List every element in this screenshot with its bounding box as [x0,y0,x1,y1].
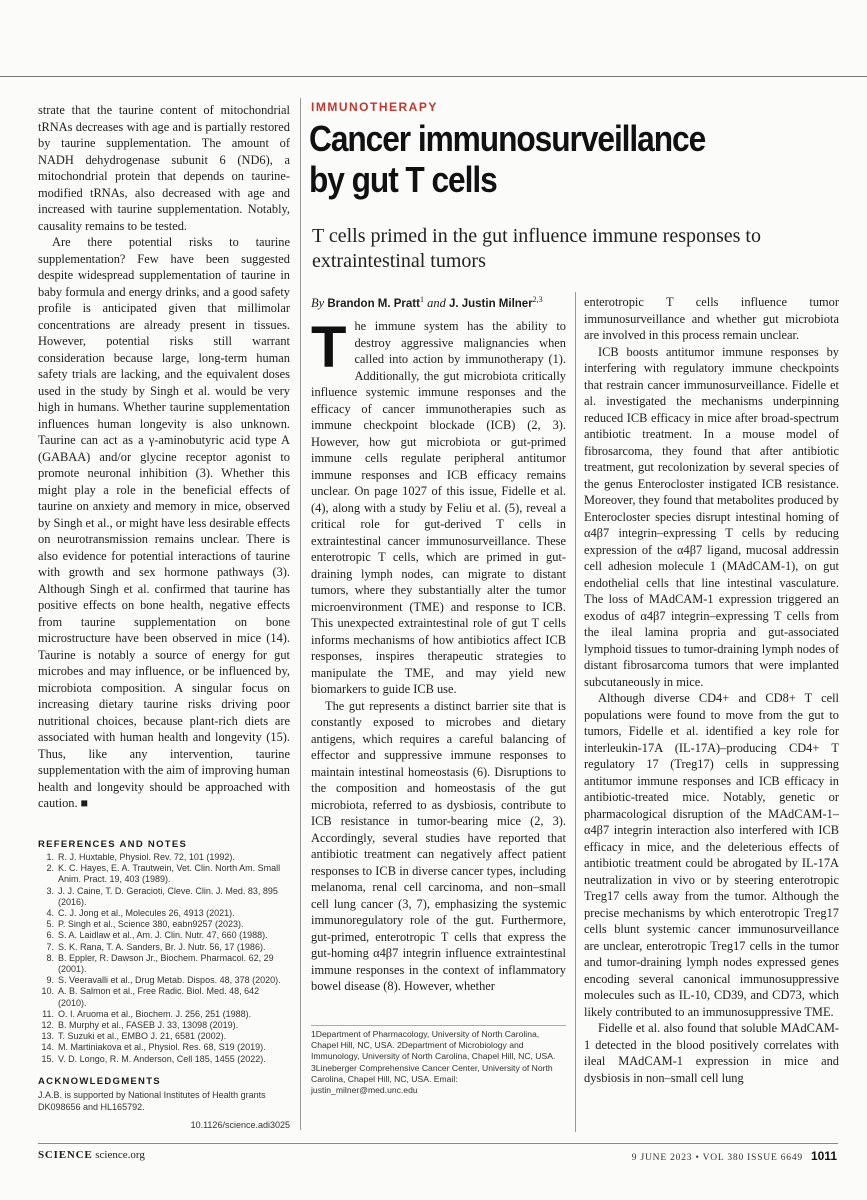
paragraph: Although diverse CD4+ and CD8+ T cell populations were found to move from the gut to tumors, Fidelle et al. identified a key role for interleukin-17A (IL-17A)–producing CD4+ T regulatory 17 (Treg17) cells in suppressing antitumor immune responses and ICB efficacy in antibiotic-treated mice. Notably, genetic or pharmacological disruption of the MAdCAM-1–α4β7 integrin interaction also interfered with ICB efficacy in mice, and the deleterious effects of antibiotic treatment could be abrogated by IL-17A neutralization in vivo or by steering enterotropic Treg17 cells away from the tumor. Although the precise mechanisms by which enterotropic Treg17 cells blunt systemic cancer immunosurveillance are unclear, enterotropic Treg17 cells in the tumor and tumor-draining lymph nodes expressed genes encoding several canonical immunosuppressive molecules such as IL-10, CD39, and CD73, which likely contributed to an immunosuppressive TME. [584,691,839,1019]
paragraph: The gut represents a distinct barrier site that is constantly exposed to microbes and dietary antigens, which requires a careful balancing of effector and suppressive immune responses to maintain intestinal homeostasis (6). Disruptions to the composition and homeostasis of the gut microbiota, referred to as dysbiosis, contribute to ICB resistance in tumor-bearing mice (2, 3). Accordingly, several studies have reported that antibiotic treatment can negatively affect patient responses to ICB in diverse cancer types, including melanoma, renal cell carcinoma, and non–small cell lung cancer (3, 7), emphasizing the systemic immunoregulatory role of the gut. Furthermore, gut-primed, enterotropic T cells that express the gut-homing α4β7 integrin influence extraintestinal immune responses in the context of inflammatory bowel disease (8). However, whether [311,698,566,993]
affiliations: 1Department of Pharmacology, University of North Carolina, Chapel Hill, NC, USA. 2Department of Microbiology and Immunology, University of North Carolina, Chapel Hill, NC, USA. 3Lineberger Comprehensive Cancer Center, University of North Carolina, Chapel Hill, NC, USA. Email: justin_milner@med.unc.edu [311,1029,556,1096]
reference-item [38,908,290,919]
paragraph: ICB boosts antitumor immune responses by interfering with regulatory immune checkpoints that restrain cancer immunosurveillance. Fidelle et al. investigated the mechanisms underpinning reduced ICB efficacy in mice after broad-spectrum antibiotic treatment. In a mouse model of fibrosarcoma, they found that after antibiotic treatment, gut recolonization by several species of the genus Enterocloster instigated ICB resistance. Moreover, they found that metabolites produced by Enterocloster species disrupt intestinal homing of α4β7 integrin–expressing T cells by reducing expression of the α4β7 ligand, mucosal addressin cell adhesion molecule 1 (MAdCAM-1), on gut endothelial cells that line intestinal vasculature. The loss of MAdCAM-1 expression triggered an exodus of α4β7 integrin–expressing T cells from the ileal lamina propria and gut-associated lymphoid tissues to tumor-draining lymph nodes of distant fibrosarcoma tumors that were implanted subcutaneously in mice. [584,344,839,689]
acknowledgments-text: J.A.B. is supported by National Institutes of Health grants DK098656 and HL165792. [38,1090,266,1112]
reference-text: S. A. Laidlaw et al., Am. J. Clin. Nutr. 47, 660 (1988). [58,930,268,941]
reference-text: M. Martiniakova et al., Physiol. Res. 68, S19 (2019). [58,1042,266,1053]
reference-number: 8. [46,952,54,963]
reference-item [38,863,290,885]
reference-item [38,919,290,930]
reference-item [38,986,290,1008]
footer-journal [38,1149,145,1161]
reference-text: O. I. Aruoma et al., Biochem. J. 256, 251 (1988). [58,1008,252,1019]
reference-item [38,953,290,975]
column-rule [300,98,301,1130]
reference-text: V. D. Longo, R. M. Anderson, Cell 185, 1455 (2022). [58,1053,266,1064]
footer-issue [632,1149,837,1163]
previous-article-column [38,102,290,812]
footer-rule [38,1143,838,1144]
reference-text: S. Veeravalli et al., Drug Metab. Dispos. 48, 378 (2020). [58,975,281,986]
reference-item [38,930,290,941]
reference-number: 14. [41,1042,54,1053]
paragraph: Are there potential risks to taurine supplementation? Few have been suggested despite widespread supplementation of taurine in baby formula and energy drinks, and a good safety profile is anticipated given that millimolar concentrations are already present in tissues. However, potential risks still warrant consideration because large, long-term human safety trials are lacking, and the equivalent doses used in the study by Singh et al. would be very high in humans. Whether taurine supplementation influences human longevity is also unknown. Taurine can act as a γ-aminobutyric acid type A (GABAA) and/or glycine receptor agonist to promote neuronal inhibition (3). Whether this might play a role in the beneficial effects of taurine on anxiety and memory in mice, observed by Singh et al., or might have less desirable effects on neurotransmission remains unclear. There is also evidence for potential interactions of taurine with growth and sex hormone pathways (3). Although Singh et al. confirmed that taurine has positive effects on bone health, negative effects from taurine supplementation on bone microstructure have been observed in mice (14). Taurine is notably a source of energy for gut microbes and may influence, or be influenced by, microbiota composition. A singular focus on increasing dietary taurine risks driving poor nutritional choices, because plant-rich diets are associated with human health and longevity (15). Thus, like any intervention, taurine supplementation with the aim of improving human health and longevity should be approached with caution. ■ [38,235,290,810]
reference-number: 10. [41,986,54,997]
reference-text: T. Suzuki et al., EMBO J. 21, 6581 (2002). [58,1031,227,1042]
reference-item [38,1042,290,1053]
acknowledgments-heading: ACKNOWLEDGMENTS [38,1076,161,1087]
reference-text: A. B. Salmon et al., Free Radic. Biol. Med. 48, 642 (2010). [58,986,260,1008]
paragraph-text: he immune system has the ability to destroy aggressive malignancies when called into action by immunotherapy (1). Additionally, the gut microbiota critically influence systemic immune responses and the efficacy of cancer immunotherapies such as immune checkpoint blockade (ICB) (2, 3). However, how gut microbiota or gut-primed immune cells regulate peripheral antitumor immune responses and ICB efficacy remains unclear. On page 1027 of this issue, Fidelle et al. (4), along with a study by Feliu et al. (5), reveal a critical role for gut-derived T cells in extraintestinal cancer immunosurveillance. These enterotropic T cells, which are primed in gut-draining lymph nodes, can migrate to distant tumors, where they substantially alter the tumor microenvironment (TME) and response to ICB. This unexpected extraintestinal role of gut T cells informs mechanisms of how antibiotics affect ICB responses, inspires therapeutic strategies to manipulate the TME, and may yield new biomarkers to guide ICB use. [311,319,566,696]
column-rule [575,292,576,1132]
drop-cap: T [311,315,347,380]
reference-item [38,852,290,863]
reference-number: 3. [46,885,54,896]
reference-text: P. Singh et al., Science 380, eabn9257 (2023). [58,919,244,930]
reference-text: B. Murphy et al., FASEB J. 33, 13098 (2019). [58,1020,239,1031]
reference-number: 9. [46,975,54,986]
reference-number: 1. [46,852,54,862]
reference-number: 13. [41,1031,54,1042]
reference-text: C. J. Jong et al., Molecules 26, 4913 (2021). [58,908,235,919]
issue-info: 9 JUNE 2023 • VOL 380 ISSUE 6649 [631,1153,803,1163]
article-column-1 [311,315,566,995]
affiliation-rule [311,1025,566,1026]
reference-item [38,975,290,986]
reference-text: K. C. Hayes, E. A. Trautwein, Vet. Clin. North Am. Small Anim. Pract. 19, 403 (1989). [58,863,281,885]
reference-number: 11. [42,1008,54,1019]
references-heading: REFERENCES AND NOTES [38,839,188,850]
reference-number: 15. [41,1053,54,1064]
title-line: by gut T cells [309,159,497,200]
byline-and: and [427,296,446,310]
title-line: Cancer immunosurveillance [309,118,706,159]
reference-number: 6. [46,930,54,941]
byline [311,296,543,311]
reference-number: 5. [46,919,54,930]
reference-item [38,1054,290,1065]
reference-text: R. J. Huxtable, Physiol. Rev. 72, 101 (1992). [58,852,235,862]
author-affil-mark: 1 [419,294,424,304]
paragraph [311,315,566,698]
article-deck: T cells primed in the gut influence immune responses to extraintestinal tumors [312,225,761,272]
author-name: Brandon M. Pratt [327,298,420,310]
reference-number: 4. [46,908,54,919]
reference-text: S. K. Rana, T. A. Sanders, Br. J. Nutr. 56, 17 (1986). [58,941,266,952]
reference-item [38,1020,290,1031]
page-number: 1011 [810,1149,837,1163]
reference-text: B. Eppler, R. Dawson Jr., Biochem. Pharmacol. 62, 29 (2001). [58,952,274,975]
paragraph: strate that the taurine content of mitochondrial tRNAs decreases with age and is partially restored by taurine supplementation. The amount of NADH dehydrogenase subunit 6 (ND6), a mitochondrial protein that depends on taurine-modified tRNAs, also decreased with age and increased with taurine supplementation. Notably, causality remains to be tested. [38,103,290,233]
paragraph: enterotropic T cells influence tumor immunosurveillance and whether gut microbiota are involved in this process remain unclear. [584,295,839,342]
author-name: J. Justin Milner [448,298,533,310]
reference-item [38,942,290,953]
reference-number: 7. [46,941,54,952]
section-kicker: IMMUNOTHERAPY [311,100,438,114]
reference-text: J. J. Caine, T. D. Geracioti, Cleve. Clin. J. Med. 83, 895 (2016). [58,885,278,907]
doi: 10.1126/science.adi3025 [190,1120,290,1130]
article-column-2 [584,294,839,1086]
paragraph: Fidelle et al. also found that soluble MAdCAM-1 detected in the blood positively correlates with ileal MAdCAM-1 expression in mice and dysbiosis in non–small cell lung [584,1021,839,1085]
reference-item [38,1009,290,1020]
reference-number: 12. [41,1020,54,1031]
byline-by: By [311,296,325,310]
reference-item [38,886,290,908]
journal-name: SCIENCE [38,1149,93,1161]
author-affil-mark: 2,3 [532,294,543,304]
header-rule [0,76,867,77]
article-title [309,118,784,200]
reference-number: 2. [46,863,54,874]
references-list [38,852,290,1065]
reference-item [38,1031,290,1042]
journal-site: science.org [95,1149,145,1161]
